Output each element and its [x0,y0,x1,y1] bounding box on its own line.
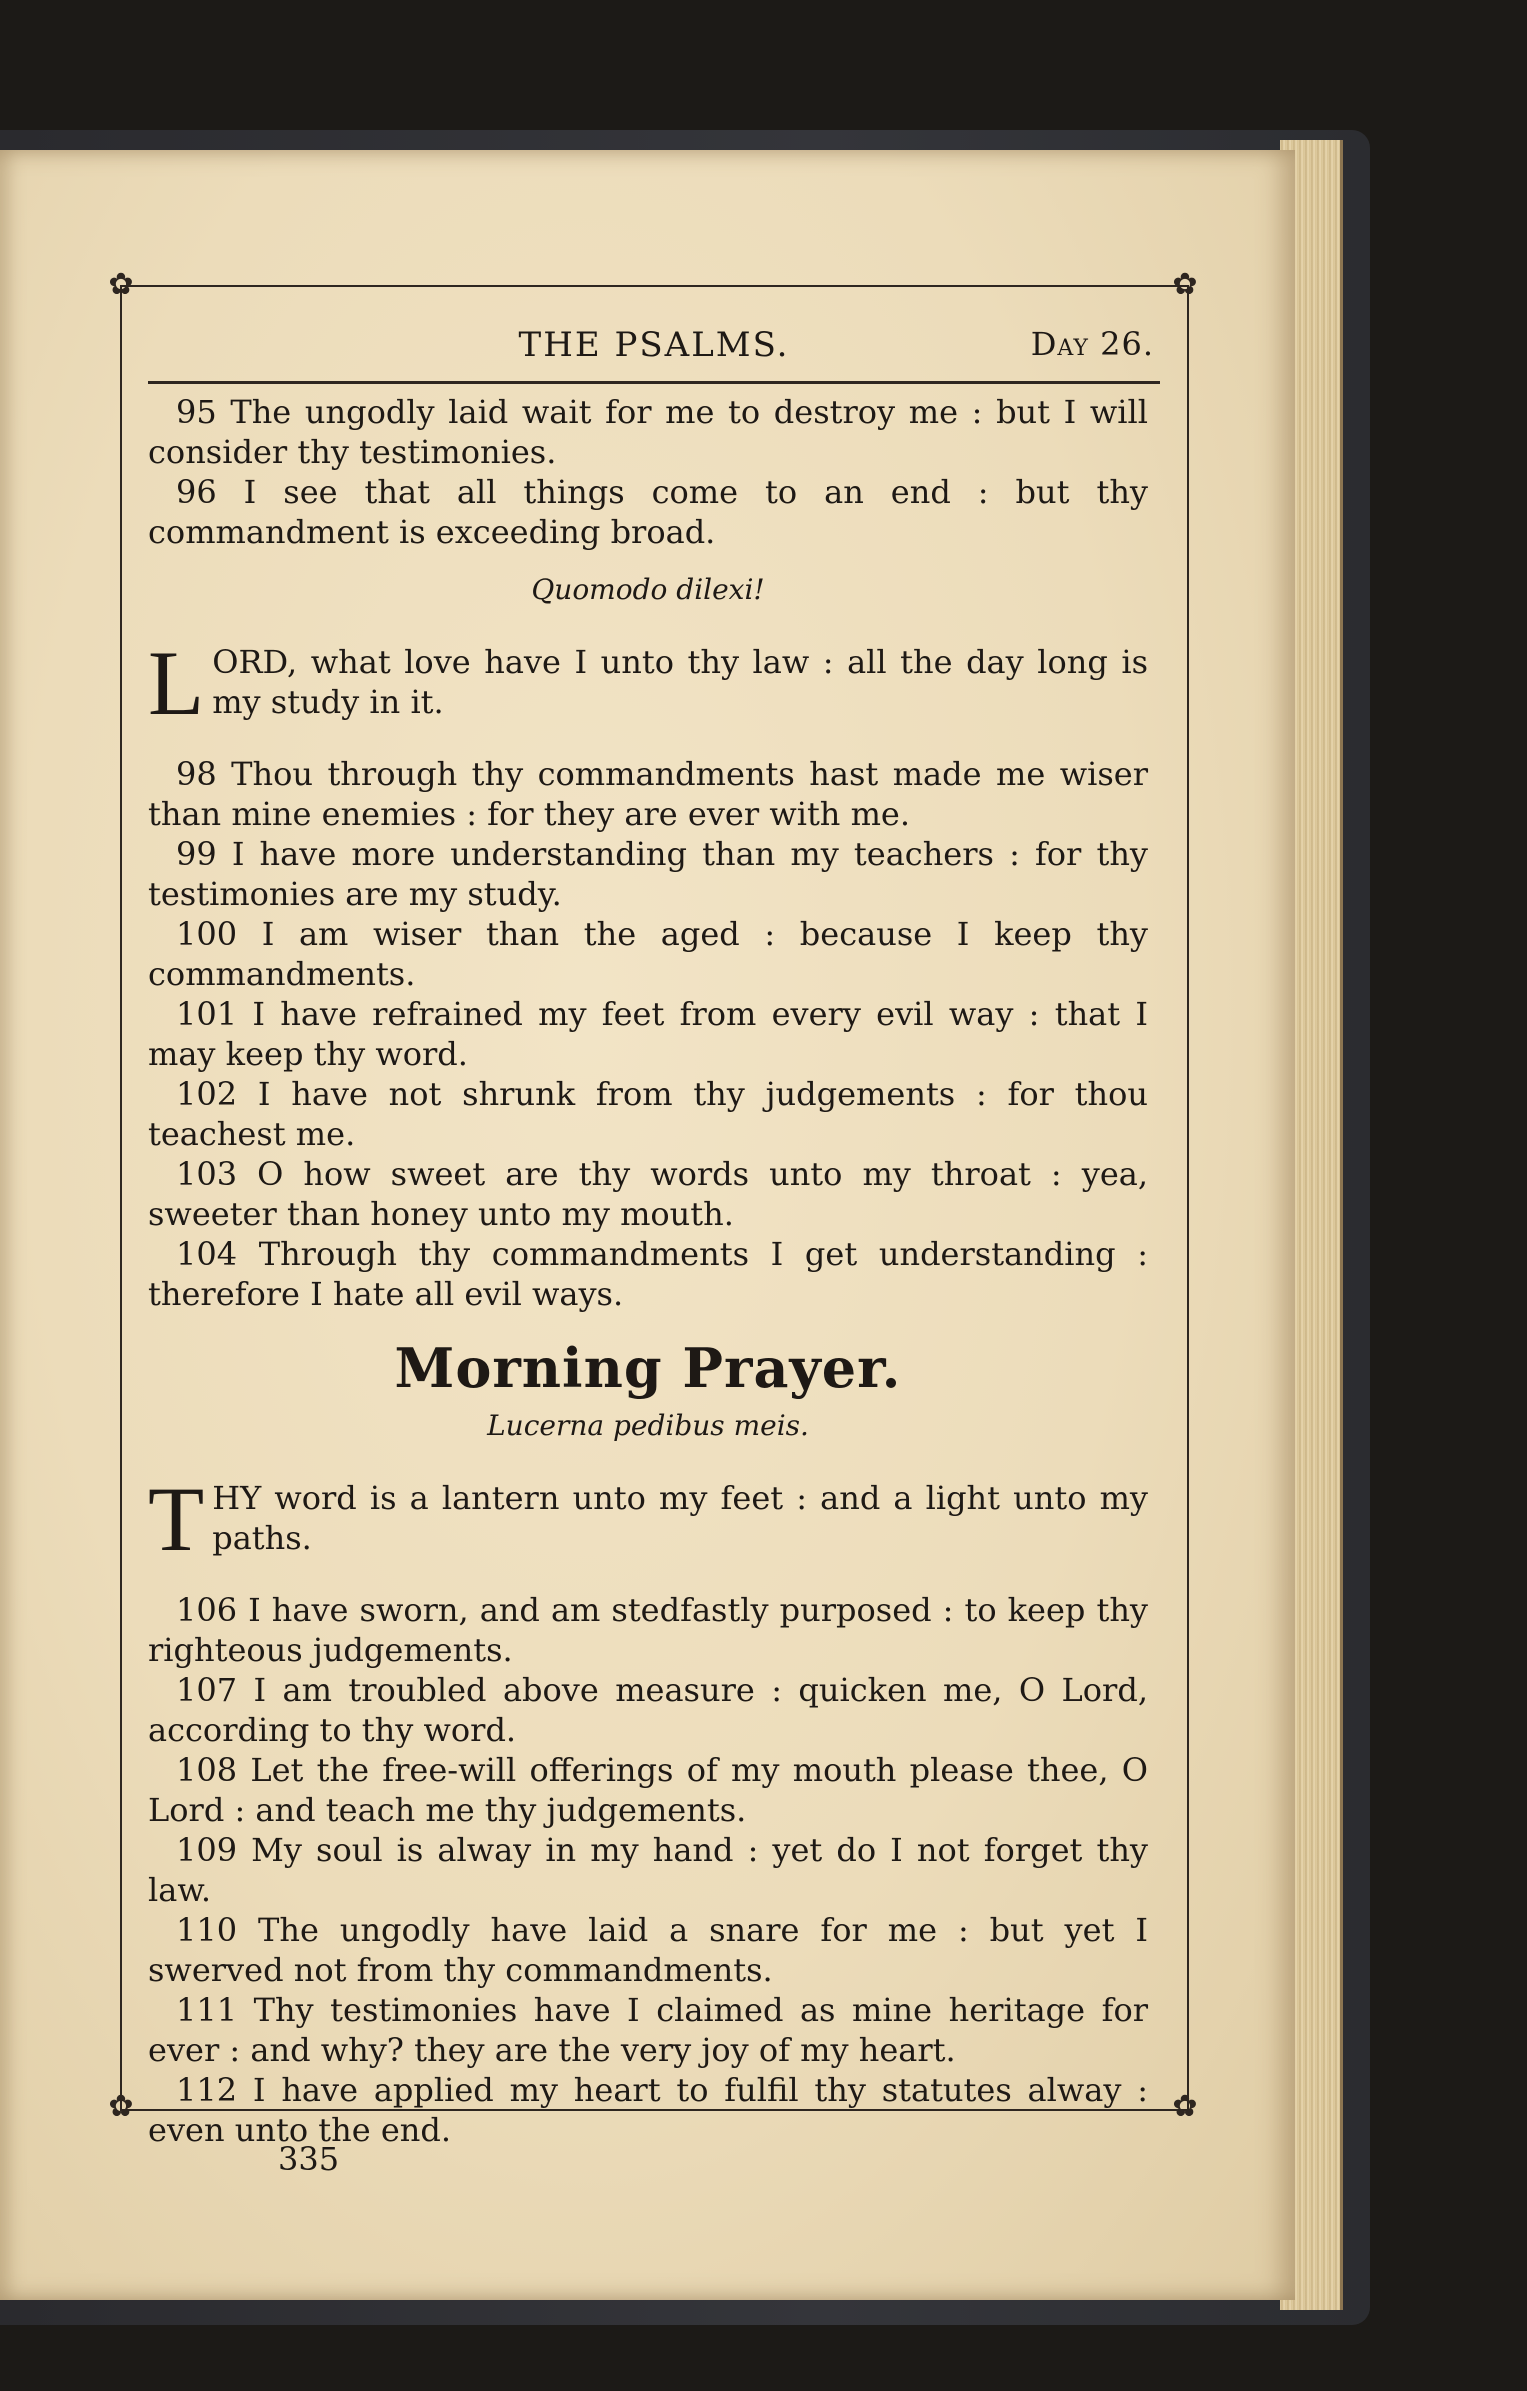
verse: 99 I have more understanding than my teachers : for thy testimonies are my study. [148,835,1148,913]
section-a [148,392,1148,552]
drop-cap: L [148,632,205,734]
section-subtitle: Lucerna pedibus meis. [487,1409,809,1442]
running-title: THE PSALMS. [518,325,790,365]
corner-ornament-bottom-right-icon: ✿ [1172,2089,1198,2124]
section-b [148,632,1148,1314]
corner-ornament-top-left-icon: ✿ [108,267,134,302]
verse: 100 I am wiser than the aged : because I keep thy commandments. [148,915,1148,993]
verse: 101 I have refrained my feet from every evil way : that I may keep thy word. [148,995,1148,1073]
verse: 102 I have not shrunk from thy judgements : for thou teachest me. [148,1075,1148,1153]
corner-ornament-top-right-icon: ✿ [1172,267,1198,302]
verse: 95 The ungodly laid wait for me to destroy me : but I will consider thy testimonies. [148,393,1148,471]
verse [148,1468,1148,1570]
psalm-text [148,392,1148,2150]
section-subtitle: Quomodo dilexi! [531,573,765,606]
verse: 108 Let the free-will offerings of my mouth please thee, O Lord : and teach me thy judgements. [148,1751,1148,1829]
service-heading: Morning Prayer. [394,1336,902,1400]
section-c [148,1468,1148,2150]
verse: 109 My soul is alway in my hand : yet do I not forget thy law. [148,1831,1148,1909]
corner-ornament-bottom-left-icon: ✿ [108,2089,134,2124]
page-number: 335 [278,2140,340,2178]
page-header [148,325,1160,384]
verse: 110 The ungodly have laid a snare for me : but yet I swerved not from thy commandments. [148,1911,1148,1989]
verse-text: ORD, what love have I unto thy law : all the day long is my study in it. [212,643,1148,721]
verse: 107 I am troubled above measure : quicken me, O Lord, according to thy word. [148,1671,1148,1749]
verse: 96 I see that all things come to an end : but thy commandment is exceeding broad. [148,473,1148,551]
drop-cap: T [148,1468,205,1570]
verse: 98 Thou through thy commandments hast made me wiser than mine enemies : for they are ever with me. [148,755,1148,833]
day-label: Day 26. [1030,325,1154,363]
verse: 103 O how sweet are thy words unto my throat : yea, sweeter than honey unto my mouth. [148,1155,1148,1233]
verse: 104 Through thy commandments I get understanding : therefore I hate all evil ways. [148,1235,1148,1313]
verse: 112 I have applied my heart to fulfil thy statutes alway : even unto the end. [148,2071,1148,2149]
verse-text: HY word is a lantern unto my feet : and a light unto my paths. [212,1479,1148,1557]
verse [148,632,1148,734]
verse: 111 Thy testimonies have I claimed as mine heritage for ever : and why? they are the very joy of my heart. [148,1991,1148,2069]
verse: 106 I have sworn, and am stedfastly purposed : to keep thy righteous judgements. [148,1591,1148,1669]
